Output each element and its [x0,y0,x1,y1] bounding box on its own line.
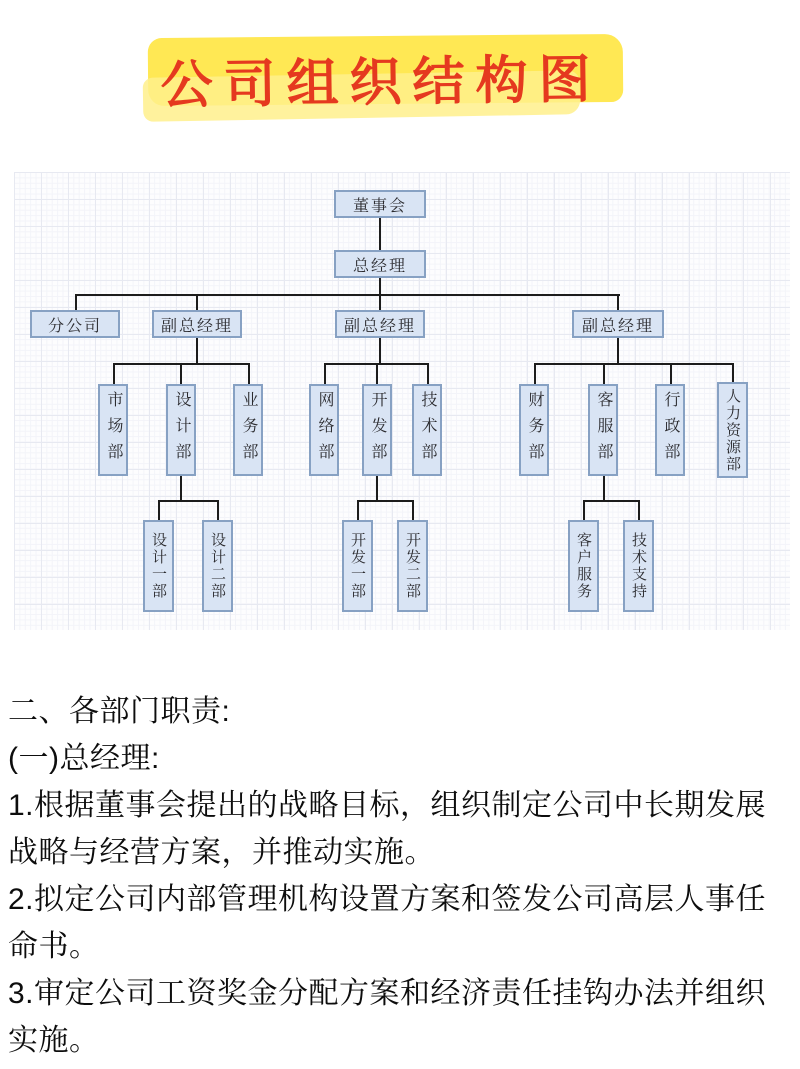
connector-design-bus [158,500,219,502]
org-node-finance [519,384,549,476]
org-node-vp3 [572,310,664,338]
org-node-develop2-label: 开发二部 [404,532,421,600]
org-node-branch [30,310,120,338]
connector-vp3-down [617,338,619,363]
page-title: 公司组织结构图 [160,50,602,115]
responsibility-item-1: 1.根据董事会提出的战略目标，组织制定公司中长期发展战略与经营方案，并推动实施。 [8,789,767,869]
org-node-develop2 [397,520,428,612]
connector-drop-business [248,363,250,384]
connector-drop-hr [732,363,734,384]
connector-service-bus [583,500,640,502]
org-node-marketing [98,384,128,476]
responsibility-item-2: 2.拟定公司内部管理机构设置方案和签发公司高层人事任命书。 [8,883,767,963]
connector-develop-down [376,476,378,500]
org-node-cust-service-label: 客户服务 [575,532,592,600]
org-node-vp3-label: 副总经理 [581,317,654,335]
connector-drop-admin [670,363,672,384]
connector-drop-design [180,363,182,384]
org-node-network [309,384,339,476]
org-node-develop1-label: 开发一部 [349,532,366,600]
org-node-service [588,384,618,476]
connector-drop-design2 [217,500,219,520]
org-node-business-label: 业务部 [240,391,257,469]
connector-group3-bus [534,363,734,365]
org-chart-diagram [14,172,790,630]
org-node-design1 [143,520,174,612]
connector-drop-vp1 [196,294,198,310]
org-node-admin-label: 行政部 [662,391,679,469]
connector-vp2-down [379,338,381,363]
org-node-develop [362,384,392,476]
connector-drop-marketing [113,363,115,384]
connector-drop-vp2 [379,294,381,310]
org-node-develop-label: 开发部 [369,391,386,469]
connector-drop-service [603,363,605,384]
org-node-hr [717,382,748,478]
connector-drop-techsupport [638,500,640,520]
connector-drop-network [324,363,326,384]
org-node-tech [412,384,442,476]
connector-drop-develop1 [357,500,359,520]
org-node-design-label: 设计部 [173,391,190,469]
org-node-vp2-label: 副总经理 [343,317,416,335]
org-node-design2-label: 设计二部 [209,532,226,600]
org-node-tech-support [623,520,654,612]
org-node-admin [655,384,685,476]
responsibility-item-3: 3.审定公司工资奖金分配方案和经济责任挂钩办法并组织实施。 [8,977,767,1057]
connector-gm-down [379,278,381,294]
org-node-design2 [202,520,233,612]
connector-drop-custservice [583,500,585,520]
connector-drop-tech [427,363,429,384]
org-node-network-label: 网络部 [316,391,333,469]
connector-drop-develop [376,363,378,384]
connector-level3-bus [75,294,620,296]
connector-drop-branch [75,294,77,310]
section-heading: 二、各部门职责: [8,695,231,728]
org-node-develop1 [342,520,373,612]
connector-design-down [180,476,182,500]
org-node-tech-support-label: 技术支持 [630,532,647,600]
org-node-design1-label: 设计一部 [150,532,167,600]
section-subheading: (一)总经理: [8,742,160,775]
org-node-marketing-label: 市场部 [105,391,122,469]
org-node-board-label: 董事会 [352,197,407,215]
connector-drop-vp3 [617,294,619,310]
org-node-vp1 [152,310,242,338]
org-node-cust-service [568,520,599,612]
org-node-gm-label: 总经理 [352,257,407,275]
org-node-vp2 [335,310,425,338]
org-node-service-label: 客服部 [595,391,612,469]
connector-drop-finance [534,363,536,384]
connector-develop-bus [357,500,414,502]
connector-drop-design1 [158,500,160,520]
org-node-design [166,384,196,476]
org-node-board [334,190,426,218]
org-node-gm [334,250,426,278]
connector-drop-develop2 [412,500,414,520]
org-node-tech-label: 技术部 [419,391,436,469]
org-node-hr-label: 人力资源部 [724,387,741,473]
connector-service-down [603,476,605,500]
connector-vp1-down [196,338,198,363]
org-node-branch-label: 分公司 [47,317,102,335]
org-node-finance-label: 财务部 [526,391,543,469]
org-node-business [233,384,263,476]
responsibilities-section [8,688,794,1064]
org-node-vp1-label: 副总经理 [160,317,233,335]
connector-board-gm [379,218,381,250]
